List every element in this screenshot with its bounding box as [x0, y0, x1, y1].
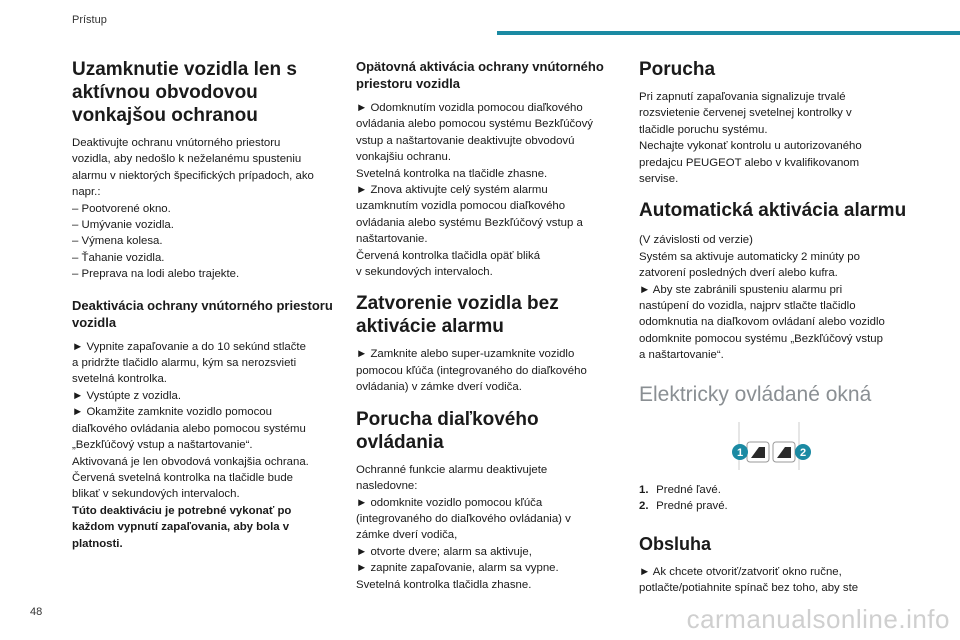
paragraph-auto-activation — [639, 232, 907, 363]
text-line: ► otvorte dvere; alarm sa aktivuje, — [356, 545, 532, 558]
text-line: tlačidle poruchu systému. — [639, 123, 768, 136]
text-line: – Pootvorené okno. — [72, 202, 171, 215]
text-line: vozidla, aby nedošlo k neželanému spusteniu — [72, 153, 302, 166]
list-number: 2. — [639, 500, 649, 513]
text-line: napr.: — [72, 186, 101, 199]
heading-operation: Obsluha — [639, 533, 712, 554]
text-line: Svetelná kontrolka na tlačidle zhasne. — [356, 167, 548, 180]
text-line: svetelná kontrolka. — [72, 373, 167, 386]
text-line: ► odomknite vozidlo pomocou kľúča — [356, 496, 543, 509]
text-line: alarmu v niektorých špecifických prípadoch, ako — [72, 169, 314, 182]
text-line: diaľkového ovládania alebo pomocou systému — [72, 422, 306, 435]
window-switch-diagram — [639, 414, 907, 474]
text-line: servise. — [639, 173, 679, 186]
text-line: ► zapnite zapaľovanie, alarm sa vypne. — [356, 562, 559, 575]
window-list — [639, 482, 907, 515]
text-line: Červená svetelná kontrolka na tlačidle bude — [72, 471, 293, 484]
text-line: ► Okamžite zamknite vozidlo pomocou — [72, 406, 272, 419]
text-line: v sekundových intervaloch. — [356, 266, 493, 279]
heading-auto-activation: Automatická aktivácia alarmu — [639, 200, 907, 222]
text-line: – Umývanie vozidla. — [72, 219, 174, 232]
text-line: Pri zapnutí zapaľovania signalizuje trvalé — [639, 91, 846, 103]
paragraph-operation — [639, 564, 907, 597]
heading-reactivation-interior: Opätovná aktivácia ochrany vnútorného priestoru vozidla — [356, 59, 604, 91]
list-text: Predné pravé. — [656, 500, 728, 513]
text-line: ovládania alebo pomocou systému Bezkľúčový — [356, 118, 593, 131]
badge-1-label: 1 — [736, 446, 744, 459]
text-line: Túto deaktiváciu je potrebné vykonať po — [72, 504, 292, 517]
heading-close-without-alarm: Zatvorenie vozidla bez aktivácie alarmu — [356, 293, 559, 338]
text-line: nastúpení do vozidla, najprv stlačte tlačidlo — [639, 300, 856, 313]
steps-close-without-alarm — [356, 346, 610, 395]
text-line: – Ťahanie vozidla. — [72, 251, 165, 264]
column-1 — [72, 58, 334, 552]
text-line: Deaktivujte ochranu vnútorného priestoru — [72, 137, 281, 149]
text-line: potlačte/potiahnite spínač bez toho, aby ste — [639, 581, 859, 594]
text-line: pomocou kľúča (integrovaného do diaľkového — [356, 364, 587, 377]
switch-front-right-icon — [773, 442, 795, 462]
column-2 — [356, 58, 610, 593]
text-line: ► Vystúpte z vozidla. — [72, 389, 181, 402]
text-line: zámke dverí vodiča, — [356, 529, 458, 542]
text-line: ovládania) v zámke dverí vodiča. — [356, 381, 522, 394]
list-item — [639, 482, 907, 498]
text-line: „Bezkľúčový vstup a naštartovanie“. — [72, 439, 253, 452]
text-line: Ochranné funkcie alarmu deaktivujete — [356, 463, 548, 476]
text-line: Nechajte vykonať kontrolu u autorizovaného — [639, 140, 862, 153]
badge-1-icon — [732, 444, 748, 460]
text-line: ► Znova aktivujte celý systém alarmu — [356, 184, 548, 197]
paragraph-deactivate-interior — [72, 135, 334, 283]
steps-deactivation — [72, 339, 334, 503]
window-switches-illustration — [639, 414, 907, 474]
heading-deactivation-interior: Deaktivácia ochrany vnútorného priestoru vozidla — [72, 297, 333, 330]
text-line: odomknite pomocou systému „Bezkľúčový vstup — [639, 332, 883, 345]
bold-note — [72, 503, 334, 552]
text-line: ► Aby ste zabránili spusteniu alarmu pri — [639, 283, 843, 296]
text-line: Aktivovaná je len obvodová vonkajšia ochrana. — [72, 455, 309, 468]
text-line: zatvorení posledných dverí alebo kufra. — [639, 267, 838, 280]
list-number: 1. — [639, 483, 649, 496]
column-3 — [639, 58, 907, 596]
text-line: naštartovanie. — [356, 233, 428, 246]
text-line: každom vypnutí zapaľovania, aby bola v — [72, 521, 290, 534]
text-line: a pridržte tlačidlo alarmu, kým sa nerozsvieti — [72, 357, 297, 370]
text-line: odomknutia na diaľkovom ovládaní alebo vozidlo — [639, 316, 885, 329]
paragraph-failure — [639, 89, 907, 187]
text-line: (integrovaného do diaľkového ovládania) v — [356, 512, 571, 525]
text-line: Systém sa aktivuje automaticky 2 minúty po — [639, 250, 860, 263]
steps-reactivation — [356, 100, 610, 280]
section-title: Prístup — [72, 14, 107, 26]
text-line: vstup a naštartovanie deaktivujte obvodovú — [356, 134, 575, 147]
text-line: a naštartovanie“. — [639, 349, 724, 362]
text-line: ► Vypnite zapaľovanie a do 10 sekúnd stlačte — [72, 340, 306, 353]
page-number: 48 — [30, 606, 43, 618]
text-line: (V závislosti od verzie) — [639, 234, 753, 247]
text-line: predajcu PEUGEOT alebo v kvalifikovanom — [639, 156, 860, 169]
text-line: – Výmena kolesa. — [72, 235, 163, 248]
watermark: carmanualsonline.info — [686, 604, 950, 634]
text-line: ► Zamknite alebo super-uzamknite vozidlo — [356, 348, 575, 361]
steps-remote-failure — [356, 462, 610, 593]
list-text: Predné ľavé. — [656, 483, 721, 496]
heading-failure: Porucha — [639, 59, 716, 80]
text-line: ► Ak chcete otvoriť/zatvoriť okno ručne, — [639, 565, 842, 578]
text-line: Červená kontrolka tlačidla opäť bliká — [356, 249, 541, 262]
text-line: blikať v sekundových intervaloch. — [72, 488, 240, 501]
badge-2-label: 2 — [799, 446, 807, 459]
text-line: ► Odomknutím vozidla pomocou diaľkového — [356, 102, 583, 114]
text-line: rozsvietenie červenej svetelnej kontrolky v — [639, 107, 852, 120]
text-line: platnosti. — [72, 537, 123, 550]
heading-lock-perimeter: Uzamknutie vozidla len s aktívnou obvodovou vonkajšou ochranou — [72, 59, 297, 126]
text-line: – Preprava na lodi alebo trajekte. — [72, 268, 240, 281]
header-accent-bar — [497, 31, 960, 35]
text-line: nasledovne: — [356, 480, 418, 493]
heading-remote-failure: Porucha diaľkového ovládania — [356, 408, 539, 453]
text-line: ovládania alebo systému Bezkľúčový vstup a — [356, 216, 583, 229]
text-line: Svetelná kontrolka tlačidla zhasne. — [356, 578, 532, 591]
switch-front-left-icon — [747, 442, 769, 462]
list-item — [639, 498, 907, 514]
badge-2-icon — [795, 444, 811, 460]
heading-electric-windows: Elektricky ovládané okná — [639, 382, 872, 406]
text-line: vonkajšiu ochranu. — [356, 151, 451, 164]
text-line: uzamknutím vozidla pomocou diaľkového — [356, 200, 566, 213]
